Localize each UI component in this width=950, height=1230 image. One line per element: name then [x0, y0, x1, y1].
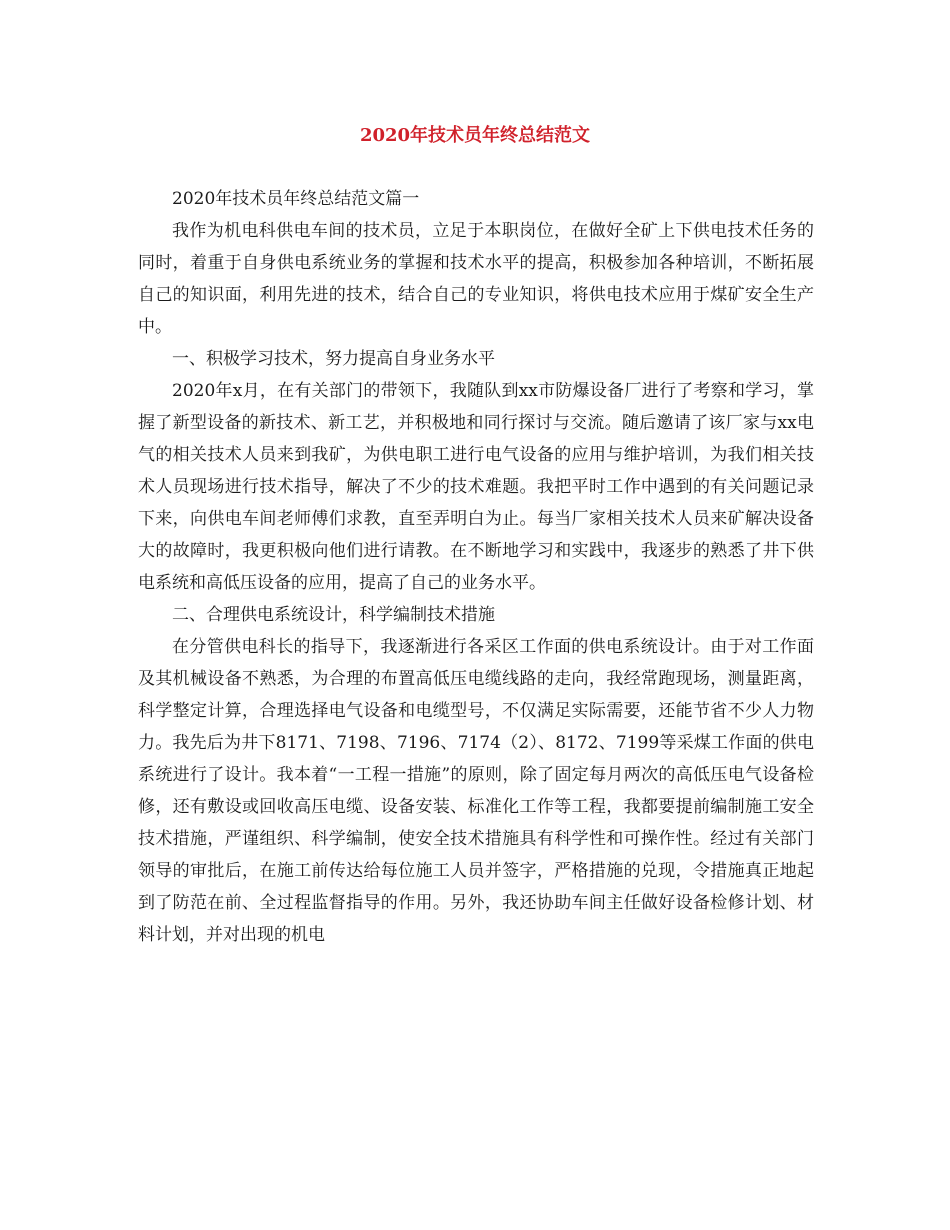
section-heading: 二、合理供电系统设计，科学编制技术措施	[172, 605, 495, 625]
document-title: 2020年技术员年终总结范文	[359, 125, 591, 146]
section-heading: 2020年技术员年终总结范文篇一	[172, 189, 420, 209]
paragraph-study: 2020年x月，在有关部门的带领下，我随队到xx市防爆设备厂进行了考察和学习，掌握了新型设备的新技术、新工艺，并积极地和同行探讨与交流。随后邀请了该厂家与xx电气的相关技术人员来到我矿，为供电职工进行电气设备的应用与维护培训，为我们相关技术人员现场进行技术指导，解决了不少的技术难题。我把平时工作中遇到的有关问题记录下来，向供电车间老师傅们求教，直至弄明白为止。每当厂家相关技术人员来矿解决设备大的故障时，我更积极向他们进行请教。在不断地学习和实践中，我逐步的熟悉了井下供电系统和高低压设备的应用，提高了自己的业务水平。	[138, 381, 814, 593]
paragraph-design: 在分管供电科长的指导下，我逐渐进行各采区工作面的供电系统设计。由于对工作面及其机械设备不熟悉，为合理的布置高低压电缆线路的走向，我经常跑现场，测量距离，科学整定计算，合理选择电气设备和电缆型号，不仅满足实际需要，还能节省不少人力物力。我先后为井下8171、7198、7196、7174（2）、8172、7199等采煤工作面的供电系统进行了设计。我本着“一工程一措施”的原则，除了固定每月两次的高低压电气设备检修，还有敷设或回收高压电缆、设备安装、标准化工作等工程，我都要提前编制施工安全技术措施，严谨组织、科学编制，使安全技术措施具有科学性和可操作性。经过有关部门领导的审批后，在施工前传达给每位施工人员并签字，严格措施的兑现，令措施真正地起到了防范在前、全过程监督指导的作用。另外，我还协助车间主任做好设备检修计划、材料计划，并对出现的机电	[138, 637, 814, 945]
section-heading: 一、积极学习技术，努力提高自身业务水平	[172, 349, 495, 369]
paragraph-intro: 我作为机电科供电车间的技术员，立足于本职岗位，在做好全矿上下供电技术任务的同时，着重于自身供电系统业务的掌握和技术水平的提高，积极参加各种培训，不断拓展自己的知识面，利用先进的技术，结合自己的专业知识，将供电技术应用于煤矿安全生产中。	[138, 221, 814, 337]
document-body	[138, 183, 814, 951]
